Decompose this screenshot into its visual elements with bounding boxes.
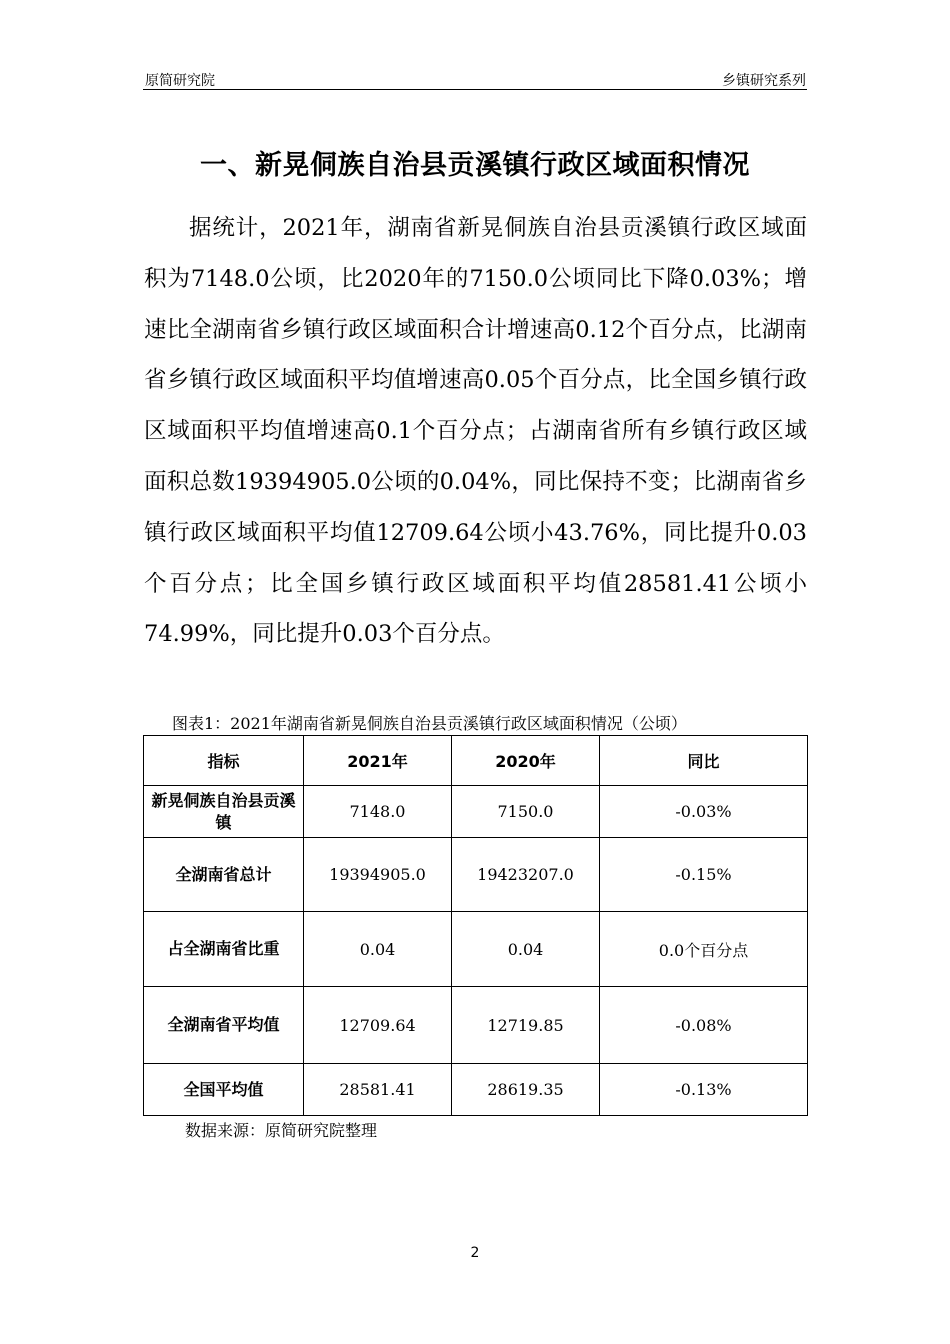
table-header-row [144, 736, 808, 786]
header-cell-indicator: 指标 [144, 736, 304, 786]
cell-2021: 12709.64 [304, 987, 452, 1064]
data-table [143, 735, 808, 1116]
cell-2020: 19423207.0 [452, 838, 600, 912]
header-cell-2020: 2020年 [452, 736, 600, 786]
cell-2020: 28619.35 [452, 1064, 600, 1116]
cell-2021: 0.04 [304, 912, 452, 987]
table-row [144, 838, 808, 912]
section-title: 一、新晃侗族自治县贡溪镇行政区域面积情况 [200, 150, 750, 181]
table-row [144, 786, 808, 838]
row-label: 新晃侗族自治县贡溪镇 [144, 786, 304, 838]
table-row [144, 1064, 808, 1116]
cell-yoy: 0.0个百分点 [600, 912, 808, 987]
cell-2021: 28581.41 [304, 1064, 452, 1116]
table-row [144, 987, 808, 1064]
row-label: 占全湖南省比重 [144, 912, 304, 987]
row-label: 全湖南省平均值 [144, 987, 304, 1064]
cell-2021: 7148.0 [304, 786, 452, 838]
cell-2021: 19394905.0 [304, 838, 452, 912]
header-cell-2021: 2021年 [304, 736, 452, 786]
table-source-note: 数据来源：原简研究院整理 [185, 1121, 378, 1140]
cell-2020: 7150.0 [452, 786, 600, 838]
page-number: 2 [470, 1245, 480, 1261]
header-left-text: 原简研究院 [145, 73, 215, 89]
cell-yoy: -0.03% [600, 786, 808, 838]
cell-yoy: -0.13% [600, 1064, 808, 1116]
table-row [144, 912, 808, 987]
body-paragraph: 据统计，2021年，湖南省新晃侗族自治县贡溪镇行政区域面积为7148.0公顷，比2020年的7150.0公顷同比下降0.03%；增速比全湖南省乡镇行政区域面积合计增速高0.12个百分点，比湖南省乡镇行政区域面积平均值增速高0.05个百分点，比全国乡镇行政区域面积平均值增速高0.1个百分点；占湖南省所有乡镇行政区域面积总数19394905.0公顷的0.04%，同比保持不变；比湖南省乡镇行政区域面积平均值12709.64公顷小43.76%，同比提升0.03个百分点；比全国乡镇行政区域面积平均值28581.41公顷小74.99%，同比提升0.03个百分点。 [144, 215, 808, 648]
row-label: 全湖南省总计 [144, 838, 304, 912]
table-caption: 图表1：2021年湖南省新晃侗族自治县贡溪镇行政区域面积情况（公顷） [172, 714, 687, 733]
header-cell-yoy: 同比 [600, 736, 808, 786]
cell-yoy: -0.15% [600, 838, 808, 912]
header-right-text: 乡镇研究系列 [722, 73, 806, 89]
cell-yoy: -0.08% [600, 987, 808, 1064]
row-label: 全国平均值 [144, 1064, 304, 1116]
cell-2020: 0.04 [452, 912, 600, 987]
cell-2020: 12719.85 [452, 987, 600, 1064]
header-divider [143, 89, 807, 90]
